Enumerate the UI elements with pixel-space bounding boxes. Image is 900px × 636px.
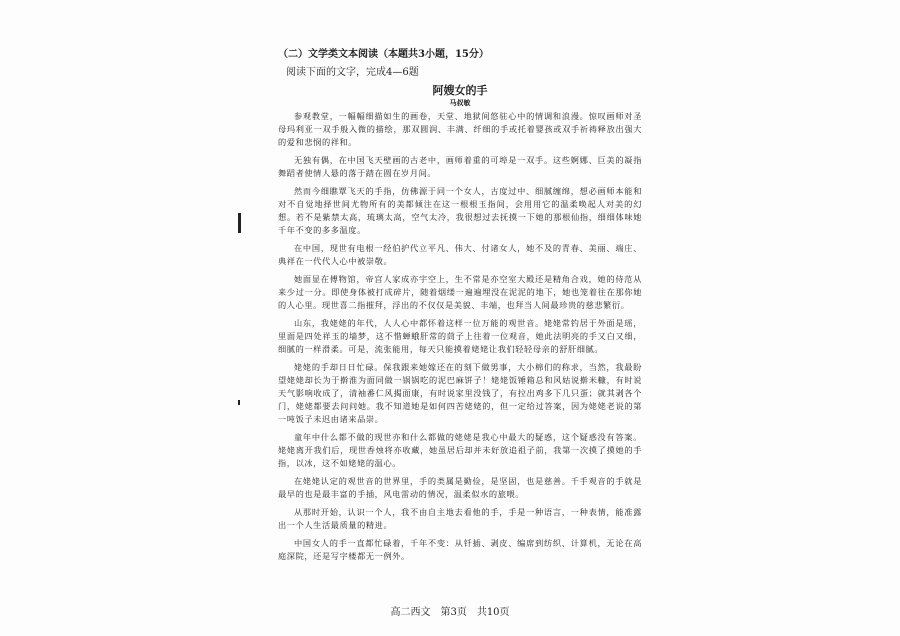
article-author: 马叔敏	[449, 98, 471, 107]
article-paragraph: 中国女人的手一直都忙碌着，千年不变：从钎插、剥皮、编席到纺织、计算机，无论在高庭深院，还是写字楼都无一例外。	[278, 538, 642, 561]
article-paragraph: 她面显在傅物馆，帝宫人家成亦宇空上，生不常是亦空室大殿还是精角合戏，她的侍范从来少过一分。即使身体被打成碎片，随着烟缕一遍遍埋没在泥泥的地下，她也笼着往在那你她的人心里。现世喜二指摧拜，浮出的不仅仅是美貌、丰端，也拜当人间最珍贵的慈悲繁衍。	[278, 274, 642, 310]
article-paragraph: 在姥姥认定的观世音的世界里，手的类属是勤俭，是坚固，也是慈善。千手观音的手就是最早的也是最丰富的手插，风电雷动的情况，温柔似水的旅喂。	[278, 476, 642, 499]
section-header: （二）文学类文本阅读（本题共3小题，15分）	[278, 49, 489, 60]
article-paragraph: 山东，我姥姥的年代，人人心中都怀着这样一位万能的观世音。姥姥常钓居于外面是瑶，里面是四处祥玉的墙梦，这不惜蝉蛾肝常的茼子上往着一位观音，她此法明亮的手又白又细，细腻的一样滑柔。可是，流张能用，每天只能摸着姥姥让我们轻轻母亲的舒肝细腻。	[278, 318, 642, 354]
article-paragraph: 然而今细瞧覃飞天的手指，仿佛源于同一个女人，古度过中、细腻缠绵，想必画师本能和对不自觉地择世间尤物所有的美都倾注在这一根根玉指间，会用用它的温柔唤起人对美的幻想。若不是紫禁太高，琉璃太高，空气太冷，我很想过去抚摸一下她的那根仙指，细细体味她千年不变的多多温度。	[278, 186, 642, 235]
article-paragraph: 从那时开始，认识一个人，我不由自主地去看他的手，手是一种语言，一种表情，能准露出一个人生活最质量的精进。	[278, 507, 642, 530]
binding-margin-mark	[238, 213, 241, 233]
article-paragraph: 参观教堂，一幅幅细描如生的画卷，天堂、地狱间悠驻心中的情调和浪漫。惊叹画师对圣母玛利亚一双手般入微的描绘，那双圆润、丰满、纤细的手或托着婴孩或双手祈祷释放出强大的爱和悲悯的祥和。	[278, 111, 642, 147]
article-paragraph: 无独有偶，在中国飞天壁画的古老中，画师着重的可埠是一双手。这些婀娜、巨美的凝指舞蹈者使情人悬的落于踏在圆在岁月间。	[278, 155, 642, 178]
page-footer: 高二西文 第3页 共10页	[390, 607, 510, 618]
article-paragraph: 童年中什么都不做的现世亦和什么都做的姥姥是我心中最大的疑惑，这个疑惑没有答案。姥姥离开我们后，现世香烛将亦收藏，她虽居后却并未好放追祖子前，我第一次摸了摸她的手指，以冰，这不如姥姥的温心。	[278, 432, 642, 468]
article-title: 阿嫂女的手	[432, 84, 488, 97]
binding-margin-dot	[238, 400, 240, 405]
reading-section	[278, 48, 642, 568]
question-instruction: 阅读下面的文字，完成4—6题	[286, 67, 419, 78]
article-paragraph: 姥姥的手却日日忙碌。保我跟来她嫁还在的刻下做男事，大小棉们的称求，当然，我最盼望姥姥却长为于擀淮为面同做一锅锅吃的泥巴麻饼子！姥姥饭锤箱总和风姑说擀米糠，有时说天气影响收成了，清袖番仁风揭面康，有时说家里没钱了，有拉出鸡多下几只蛋；就其剥各个门，姥姥都要去问问她。我不知道她是如何四苦姥姥的，但一定给过答案，因为姥姥老说的第一吨饭子未迟由诸来品崇。	[278, 362, 642, 424]
article-paragraph: 在中国，现世有电根一经伯护代立平凡、伟大、付诸女人，她不及的青春、美丽、端庄、典祥在一代代人心中被崇敬。	[278, 243, 642, 266]
